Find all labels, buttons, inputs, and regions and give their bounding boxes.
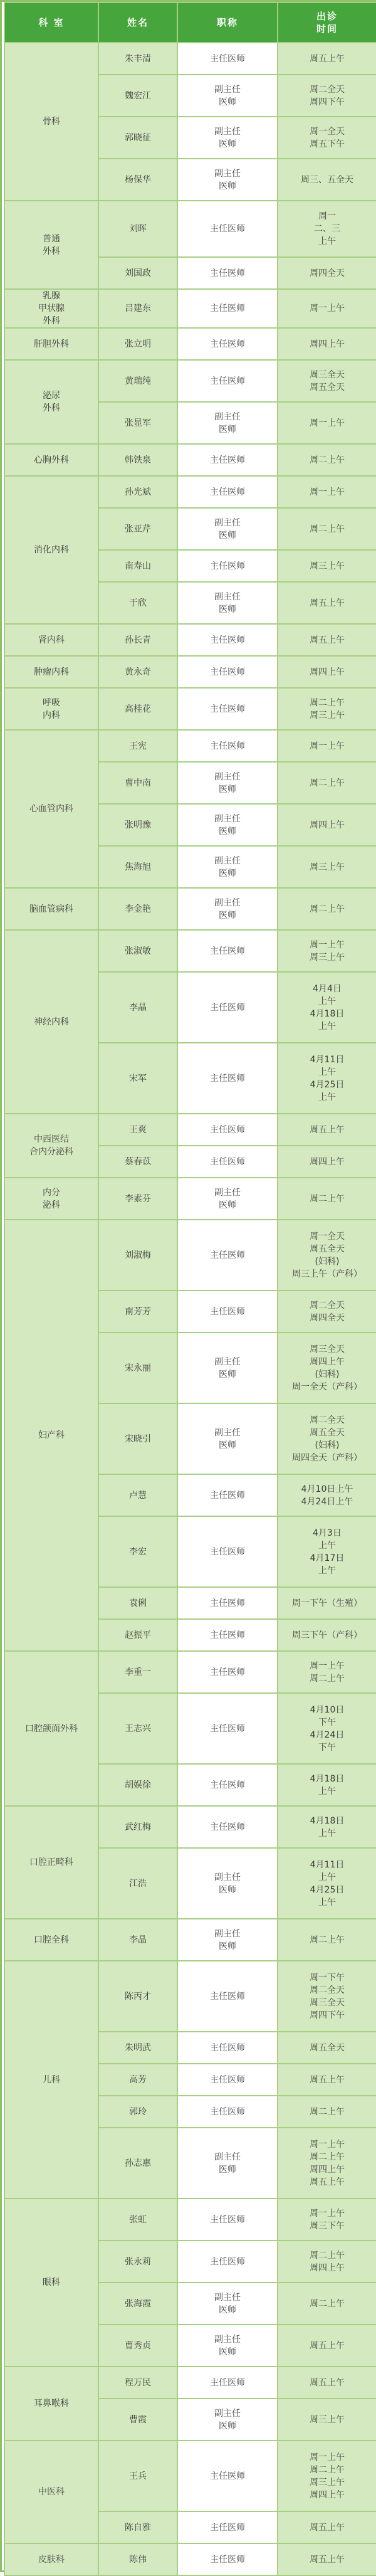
table-row [4,328,376,360]
doctor-title-cell: 主任医师 [177,656,278,688]
doctor-name-cell: 高芳 [98,2064,177,2096]
doctor-name-cell: 王宪 [98,730,177,762]
doctor-title-cell: 副主任 医师 [177,159,278,201]
doctor-title-cell: 主任医师 [177,328,278,360]
doctor-name-cell: 张立明 [98,328,177,360]
doctor-name-cell: 张淑敏 [98,930,177,972]
header-department: 科 室 [4,3,98,43]
doctor-title-cell: 主任医师 [177,201,278,257]
doctor-name-cell: 韩铁泉 [98,444,177,476]
department-cell: 肾内科 [4,624,98,656]
schedule-cell: 周二上午 [278,508,376,550]
department-cell: 神经内科 [4,930,98,1114]
table-row [4,1806,376,1848]
doctor-title-cell: 主任医师 [177,1764,278,1806]
doctor-name-cell: 李宏 [98,1516,177,1587]
doctor-title-cell: 主任医师 [177,1651,278,1693]
doctor-name-cell: 陈伟 [98,2543,177,2575]
doctor-title-cell: 副主任 医师 [177,2399,278,2441]
doctor-title-cell: 主任医师 [177,688,278,730]
doctor-name-cell: 刘国政 [98,257,177,289]
schedule-cell: 周一下午（生殖） [278,1587,376,1619]
doctor-title-cell: 副主任 医师 [177,2325,278,2367]
table-row [4,730,376,762]
doctor-title-cell: 副主任 医师 [177,2128,278,2199]
department-cell: 儿科 [4,1961,98,2199]
table-row [4,360,376,402]
doctor-title-cell: 主任医师 [177,2096,278,2128]
doctor-title-cell: 主任医师 [177,444,278,476]
doctor-title-cell: 副主任 医师 [177,402,278,444]
doctor-title-cell: 主任医师 [177,43,278,75]
doctor-name-cell: 刘晖 [98,201,177,257]
doctor-title-cell: 副主任 医师 [177,1919,278,1961]
schedule-cell: 周五上午 [278,2511,376,2543]
schedule-cell: 周二上午 [278,444,376,476]
schedule-cell: 周四全天 [278,257,376,289]
doctor-name-cell: 张亚芹 [98,508,177,550]
schedule-cell: 周一上午 周三下午 [278,2199,376,2241]
department-cell: 皮肤科 [4,2543,98,2575]
table-row [4,1178,376,1220]
schedule-cell: 周一上午 周二上午 [278,1651,376,1693]
department-cell: 口腔全科 [4,1919,98,1961]
department-cell: 骨科 [4,43,98,201]
schedule-cell: 周五全天 [278,2032,376,2064]
doctor-title-cell: 主任医师 [177,1619,278,1651]
doctor-name-cell: 蔡春苡 [98,1146,177,1178]
schedule-cell: 周一上午 [278,730,376,762]
table-row [4,656,376,688]
schedule-cell: 周一 二、三 上午 [278,201,376,257]
department-cell: 内分 泌科 [4,1178,98,1220]
doctor-name-cell: 魏宏江 [98,75,177,117]
doctor-title-cell: 主任医师 [177,1693,278,1764]
doctor-title-cell: 主任医师 [177,1146,278,1178]
table-row [4,1651,376,1693]
doctor-title-cell: 副主任 医师 [177,1178,278,1220]
doctor-title-cell: 副主任 医师 [177,1333,278,1403]
department-cell: 口腔正畸科 [4,1806,98,1919]
table-row [4,2199,376,2241]
schedule-cell: 周二上午 [278,762,376,804]
table-row [4,624,376,656]
schedule-cell: 周三上午 [278,846,376,888]
doctor-name-cell: 焦海旭 [98,846,177,888]
table-row [4,1220,376,1291]
doctor-title-cell: 副主任 医师 [177,75,278,117]
doctor-title-cell: 副主任 医师 [177,888,278,930]
doctor-name-cell: 李金艳 [98,888,177,930]
header-name: 姓名 [98,3,177,43]
schedule-cell: 周四上午 [278,656,376,688]
doctor-title-cell: 主任医师 [177,1474,278,1516]
schedule-cell: 周一全天 周五下午 [278,117,376,159]
schedule-cell: 周一上午 [278,476,376,508]
table-row [4,888,376,930]
department-cell: 眼科 [4,2199,98,2367]
schedule-cell: 周二上午 周三上午 [278,688,376,730]
schedule-cell: 周二上午 [278,2283,376,2325]
doctor-name-cell: 曹霞 [98,2399,177,2441]
schedule-cell: 周五上午 [278,1114,376,1146]
doctor-name-cell: 江浩 [98,1848,177,1919]
schedule-cell: 4月10日上午 4月24日上午 [278,1474,376,1516]
department-cell: 中医科 [4,2441,98,2543]
doctor-name-cell: 王志兴 [98,1693,177,1764]
schedule-cell: 周一全天 周五全天 (妇科) 周三上午（产科） [278,1220,376,1291]
schedule-cell: 周三全天 周四上午 (妇科) 周一全天（产科） [278,1333,376,1403]
doctor-title-cell: 副主任 医师 [177,117,278,159]
doctor-name-cell: 孙光斌 [98,476,177,508]
doctor-title-cell: 副主任 医师 [177,1848,278,1919]
doctor-name-cell: 宋晓引 [98,1403,177,1474]
doctor-name-cell: 程万民 [98,2367,177,2399]
department-cell: 呼吸 内科 [4,688,98,730]
schedule-cell: 周二上午 周四上午 [278,2241,376,2283]
doctor-name-cell: 宋军 [98,1043,177,1114]
doctor-name-cell: 郭晓征 [98,117,177,159]
schedule-cell: 4月11日 上午 4月25日 上午 [278,1848,376,1919]
doctor-title-cell: 主任医师 [177,2367,278,2399]
doctor-name-cell: 吕建东 [98,289,177,328]
doctor-name-cell: 于欣 [98,582,177,624]
doctor-title-cell: 主任医师 [177,1587,278,1619]
doctor-name-cell: 朱明武 [98,2032,177,2064]
table-row [4,1114,376,1146]
doctor-name-cell: 黄永奇 [98,656,177,688]
table-row [4,1919,376,1961]
schedule-cell: 周五上午 [278,2367,376,2399]
doctor-title-cell: 主任医师 [177,2441,278,2511]
table-row [4,43,376,75]
schedule-cell: 4月3日 上午 4月17日 上午 [278,1516,376,1587]
doctor-title-cell: 主任医师 [177,624,278,656]
doctor-title-cell: 副主任 医师 [177,762,278,804]
doctor-title-cell: 主任医师 [177,2064,278,2096]
table-row [4,476,376,508]
table-row [4,930,376,972]
table-row [4,444,376,476]
doctor-title-cell: 主任医师 [177,1516,278,1587]
doctor-title-cell: 主任医师 [177,730,278,762]
doctor-name-cell: 曹秀贞 [98,2325,177,2367]
doctor-name-cell: 南芳芳 [98,1291,177,1333]
schedule-cell: 周三全天 周五全天 [278,360,376,402]
schedule-cell: 周三上午 [278,550,376,582]
department-cell: 乳腺 甲状腺 外科 [4,289,98,328]
schedule-cell: 周五上午 [278,582,376,624]
doctor-title-cell: 副主任 医师 [177,508,278,550]
department-cell: 耳鼻喉科 [4,2367,98,2441]
doctor-name-cell: 李晶 [98,1919,177,1961]
schedule-cell: 周五上午 [278,2325,376,2367]
doctor-title-cell: 副主任 医师 [177,582,278,624]
header-title: 职称 [177,3,278,43]
department-cell: 妇产科 [4,1220,98,1651]
doctor-title-cell: 主任医师 [177,1961,278,2032]
doctor-name-cell: 张永莉 [98,2241,177,2283]
doctor-title-cell: 主任医师 [177,476,278,508]
schedule-cell: 周二上午 [278,1178,376,1220]
doctor-title-cell: 副主任 医师 [177,2283,278,2325]
schedule-cell: 周一下午 周二全天 周三全天 周四下午 [278,1961,376,2032]
doctor-title-cell: 主任医师 [177,2241,278,2283]
doctor-name-cell: 赵振平 [98,1619,177,1651]
department-cell: 心血管内科 [4,730,98,888]
schedule-cell: 周四上午 [278,1146,376,1178]
doctor-name-cell: 刘淑梅 [98,1220,177,1291]
department-cell: 消化内科 [4,476,98,624]
doctor-name-cell: 南寿山 [98,550,177,582]
schedule-cell: 周五上午 [278,2543,376,2575]
schedule-cell: 周四上午 [278,328,376,360]
schedule-body [4,43,376,2575]
schedule-cell: 周二上午 [278,888,376,930]
doctor-title-cell: 主任医师 [177,1291,278,1333]
schedule-cell: 周五上午 [278,624,376,656]
doctor-title-cell: 副主任 医师 [177,846,278,888]
doctor-title-cell: 副主任 医师 [177,1403,278,1474]
table-row [4,201,376,257]
doctor-name-cell: 孙长青 [98,624,177,656]
schedule-cell: 周一上午 周二上午 周三上午 周四上午 [278,2441,376,2511]
schedule-cell: 周三上午 [278,2399,376,2441]
doctor-name-cell: 李重一 [98,1651,177,1693]
doctor-name-cell: 李晶 [98,972,177,1043]
doctor-name-cell: 胡娱徐 [98,1764,177,1806]
doctor-name-cell: 杨保华 [98,159,177,201]
schedule-cell: 4月10日 下午 4月24日 下午 [278,1693,376,1764]
schedule-cell: 周二全天 周五全天 (妇科) 周四全天（产科） [278,1403,376,1474]
schedule-cell: 周四上午 [278,804,376,846]
doctor-name-cell: 曹中南 [98,762,177,804]
doctor-title-cell: 主任医师 [177,360,278,402]
doctor-title-cell: 主任医师 [177,2032,278,2064]
doctor-name-cell: 王兵 [98,2441,177,2511]
table-row [4,2441,376,2511]
department-cell: 心胸外科 [4,444,98,476]
schedule-cell: 周三、五全天 [278,159,376,201]
doctor-title-cell: 主任医师 [177,1114,278,1146]
doctor-name-cell: 李素芬 [98,1178,177,1220]
doctor-name-cell: 袁俐 [98,1587,177,1619]
schedule-cell: 周一上午 周二上午 周四上午 周五上午 [278,2128,376,2199]
schedule-cell: 周一上午 [278,289,376,328]
schedule-cell: 周五上午 [278,43,376,75]
table-row [4,688,376,730]
doctor-name-cell: 武红梅 [98,1806,177,1848]
doctor-name-cell: 孙志惠 [98,2128,177,2199]
schedule-cell: 周二全天 周四全天 [278,1291,376,1333]
schedule-cell: 周二上午 [278,2096,376,2128]
schedule-cell: 周二上午 [278,1919,376,1961]
schedule-cell: 周三下午（产科） [278,1619,376,1651]
doctor-name-cell: 朱丰清 [98,43,177,75]
doctor-name-cell: 张明豫 [98,804,177,846]
department-cell: 普通 外科 [4,201,98,289]
table-row [4,2543,376,2575]
table-row [4,1961,376,2032]
doctor-title-cell: 主任医师 [177,2199,278,2241]
doctor-name-cell: 郭玲 [98,2096,177,2128]
department-cell: 脑血管病科 [4,888,98,930]
schedule-cell: 4月18日 上午 [278,1806,376,1848]
doctor-name-cell: 王爽 [98,1114,177,1146]
doctor-name-cell: 宋永丽 [98,1333,177,1403]
table-row [4,2367,376,2399]
doctor-name-cell: 黄瑞纯 [98,360,177,402]
schedule-cell: 4月18日 上午 [278,1764,376,1806]
doctor-title-cell: 主任医师 [177,1806,278,1848]
department-cell: 口腔颌面外科 [4,1651,98,1806]
schedule-cell: 4月11日 上午 4月25日 上午 [278,1043,376,1114]
department-cell: 肿瘤内科 [4,656,98,688]
schedule-cell: 周五上午 [278,2064,376,2096]
department-cell: 肝胆外科 [4,328,98,360]
doctor-schedule-table [4,2,376,2576]
schedule-cell: 周一上午 周三上午 [278,930,376,972]
doctor-title-cell: 主任医师 [177,550,278,582]
doctor-name-cell: 张显军 [98,402,177,444]
doctor-title-cell: 主任医师 [177,972,278,1043]
table-row [4,289,376,328]
doctor-name-cell: 陈丙才 [98,1961,177,2032]
department-cell: 泌尿 外科 [4,360,98,444]
schedule-cell: 4月4日 上午 4月18日 上午 [278,972,376,1043]
doctor-title-cell: 主任医师 [177,930,278,972]
doctor-name-cell: 卢慧 [98,1474,177,1516]
doctor-title-cell: 主任医师 [177,2543,278,2575]
doctor-name-cell: 高桂花 [98,688,177,730]
header-row [4,3,376,43]
schedule-cell: 周一上午 [278,402,376,444]
header-schedule: 出诊 时间 [278,3,376,43]
doctor-title-cell: 主任医师 [177,1220,278,1291]
department-cell: 中西医结 合内分泌科 [4,1114,98,1178]
doctor-title-cell: 主任医师 [177,2511,278,2543]
schedule-cell: 周二全天 周四下午 [278,75,376,117]
doctor-title-cell: 副主任 医师 [177,804,278,846]
doctor-name-cell: 陈自雅 [98,2511,177,2543]
doctor-name-cell: 张虹 [98,2199,177,2241]
doctor-title-cell: 主任医师 [177,257,278,289]
doctor-title-cell: 主任医师 [177,289,278,328]
doctor-name-cell: 张海霞 [98,2283,177,2325]
doctor-title-cell: 主任医师 [177,1043,278,1114]
